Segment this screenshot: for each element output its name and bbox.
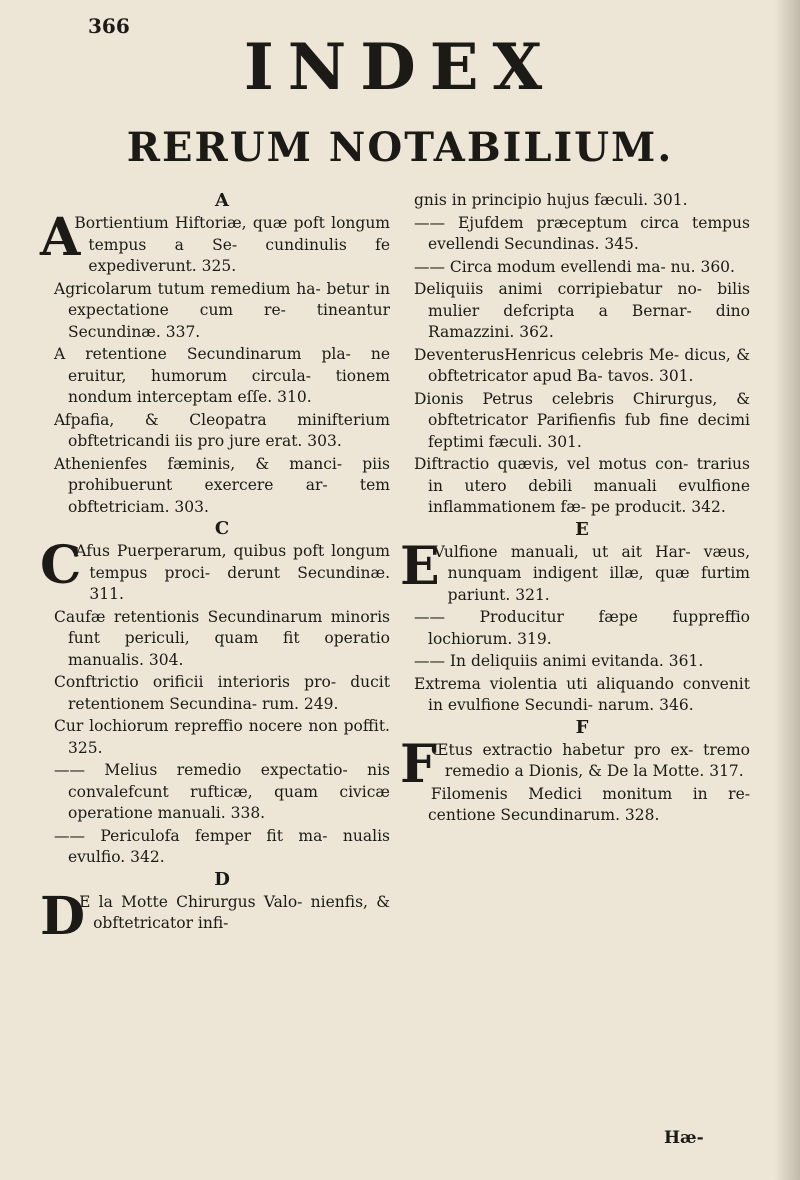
drop-cap-d: D [40, 885, 86, 947]
left-column [40, 190, 390, 947]
index-entry [40, 885, 390, 947]
index-entry: —— In deliquiis animi evitanda. 361. [414, 652, 704, 670]
index-entry: —— Periculofa femper fit ma- nualis evulfio. 342. [54, 826, 390, 866]
drop-cap-a: A [40, 207, 81, 268]
page-subtitle: RERUM NOTABILIUM. [126, 124, 674, 171]
index-entry: —— Ejufdem præceptum circa tempus evellendi Secundinas. 345. [414, 213, 750, 253]
index-entry: Extrema violentia uti aliquando convenit in evulfione Secundi- narum. 346. [414, 674, 750, 714]
index-entry: Filomenis Medici monitum in re- centione Secundinarum. 328. [428, 784, 750, 824]
entry-text: Afus Puerperarum, quibus poft longum tempus proci- derunt Secundinæ. 311. [75, 542, 390, 603]
section-letter-c: C [214, 518, 230, 539]
index-entry: A retentione Secundinarum pla- ne eruitur, humorum circula- tionem nondum interceptam eſſe. 310. [54, 345, 390, 406]
entry-text: Bortientium Hiftoriæ, quæ poft longum tempus a Se- cundinulis fe expediverunt. 325. [74, 214, 390, 275]
index-entry: —— Circa modum evellendi ma- nu. 360. [414, 257, 735, 276]
index-entry: Caufæ retentionis Secundinarum minoris funt periculi, quam fit operatio manualis. 304. [54, 607, 390, 669]
section-letter-d: D [214, 868, 230, 890]
section-letter-a: A [215, 190, 229, 211]
index-entry: Diftractio quævis, vel motus con- trarius in utero debili manuali evulfione inflammationem fæ- pe producit. 342. [414, 455, 750, 516]
entry-text: Vulfione manuali, ut ait Har- væus, nunquam indigent illæ, quæ furtim pariunt. 321. [433, 542, 750, 604]
drop-cap-f: F [400, 733, 437, 795]
section-letter-e: E [575, 518, 589, 540]
section-letter-f: F [575, 716, 589, 738]
index-entry: gnis in principio hujus fæculi. 301. [414, 191, 688, 209]
index-entry: Deliquiis animi corripiebatur no- bilis mulier defcripta a Bernar- dino Ramazzini. 362. [414, 280, 750, 341]
index-entry: —— Melius remedio expectatio- nis convalefcunt rufticæ, quam civicæ operatione manuali. 338. [54, 761, 390, 822]
catchword: Hæ- [664, 1128, 704, 1148]
index-entry: Dionis Petrus celebris Chirurgus, & obftetricator Parifienfis fub fine decimi feptimi fæculi. 301. [414, 389, 750, 451]
right-column [400, 190, 750, 828]
index-entry: —— Producitur fæpe fuppreffio lochiorum. 319. [414, 608, 750, 648]
index-entry: Cur lochiorum repreffio nocere non poffit. 325. [54, 717, 390, 757]
entry-text: E la Motte Chirurgus Valo- nienfis, & obftetricator infi- [79, 892, 390, 932]
drop-cap-c: C [40, 535, 82, 596]
index-entry [40, 535, 390, 606]
index-entry: Afpafia, & Cleopatra minifterium obftetricandi iis pro jure erat. 303. [54, 410, 390, 450]
index-entry [400, 535, 750, 607]
index-entry: Agricolarum tutum remedium ha- betur in expectatione cum re- tineantur Secundinæ. 337. [54, 279, 390, 341]
index-entry [400, 733, 750, 795]
entry-text: Œtus extractio habetur pro ex- tremo remedio a Dionis, & De la Motte. 317. [430, 740, 750, 780]
page-number: 366 [88, 14, 130, 38]
drop-cap-e: E [400, 535, 440, 597]
page-edge-shadow [774, 0, 800, 1180]
index-entry: Athenienfes fæminis, & manci- piis prohibuerunt exercere ar- tem obftetriciam. 303. [54, 454, 390, 516]
index-entry: DeventerusHenricus celebris Me- dicus, & obftetricator apud Ba- tavos. 301. [414, 345, 750, 385]
page-title: INDEX [243, 30, 557, 105]
index-entry: Conftrictio orificii interioris pro- ducit retentionem Secundina- rum. 249. [54, 673, 390, 713]
index-entry [40, 207, 390, 278]
